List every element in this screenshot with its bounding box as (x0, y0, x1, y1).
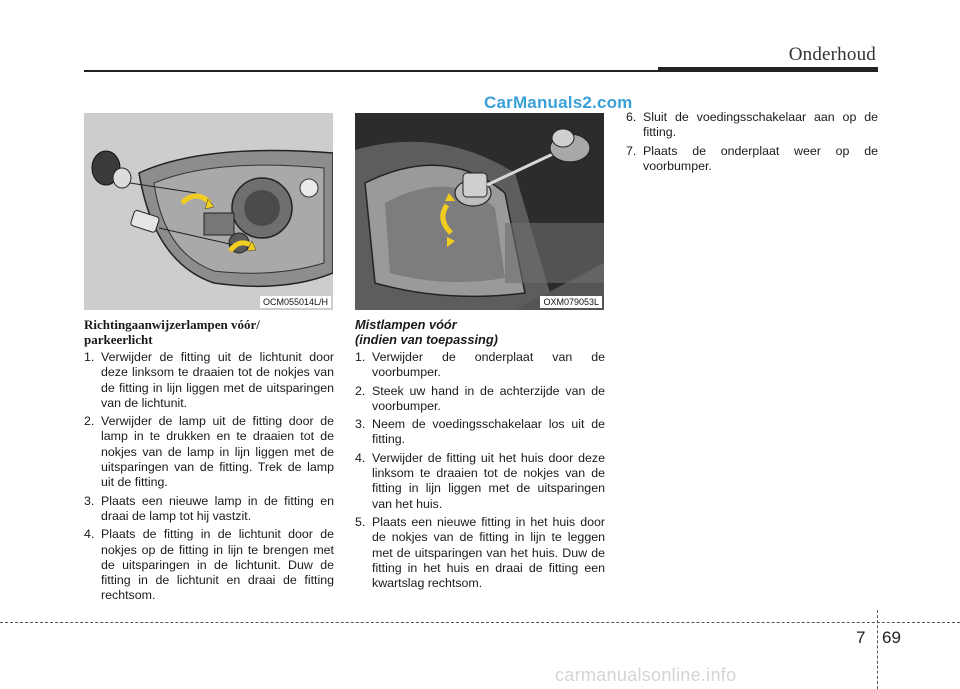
headlamp-illustration (84, 113, 333, 310)
list-item (355, 515, 605, 591)
column-headlamp-instructions (84, 317, 334, 607)
step-number: 7. (626, 143, 637, 158)
subheading-line: Richtingaanwijzerlampen vóór/ (84, 317, 260, 332)
list-item (84, 414, 334, 490)
fog-lamp-illustration (355, 113, 604, 310)
step-number: 6. (626, 110, 637, 124)
step-text: Sluit de voedingsschakelaar aan op de fitting. (643, 110, 878, 140)
subheading-turn-signal (84, 317, 334, 347)
subheading-line: (indien van toepassing) (355, 332, 498, 347)
section-title: Onderhoud (788, 44, 876, 65)
footer-divider (877, 610, 878, 689)
list-item (84, 350, 334, 411)
figure-code: OXM079053L (540, 296, 602, 308)
step-text: Neem de voedingsschakelaar los uit de fitting. (372, 417, 605, 447)
step-text: Verwijder de fitting uit het huis door deze linksom te draaien tot de nokjes van de fitting in lijn liggen met de uitsparingen van het huis. (372, 450, 605, 511)
figure-fog-lamp (355, 113, 604, 310)
list-item (355, 451, 605, 512)
header-rule (84, 70, 664, 72)
subheading-line: Mistlampen vóór (355, 317, 457, 332)
step-number: 5. (355, 514, 366, 529)
subheading-fog-lamp (355, 317, 605, 347)
list-item (355, 417, 605, 448)
column-continued-instructions (626, 110, 878, 177)
step-number: 4. (84, 527, 95, 542)
step-text: Verwijder de fitting uit de lichtunit door deze linksom te draaien tot de nokjes van de fitting in lijn liggen met de uitsparingen van de lichtunit. (101, 350, 334, 410)
page-number: 69 (882, 628, 901, 647)
figure-headlamp-bulbs (84, 113, 333, 310)
step-number: 1. (355, 350, 366, 364)
chapter-number: 7 (856, 628, 866, 647)
step-number: 3. (84, 493, 95, 508)
list-item (84, 494, 334, 525)
step-text: Verwijder de lamp uit de fitting door de lamp in te drukken en te draaien tot de nokjes van de lamp in lijn liggen met de uitsparingen van de fitting. Trek de lamp uit de fitting. (101, 414, 334, 490)
step-text: Plaats een nieuwe fitting in het huis door de nokjes van de fitting in lijn te leggen met de uitsparingen van het huis. Duw de fitting in het huis en draai de fitting een kwartslag rechtsom. (372, 514, 605, 591)
list-item (355, 384, 605, 415)
subheading-line: parkeerlicht (84, 332, 153, 347)
instruction-list (626, 110, 878, 174)
instruction-list (355, 350, 605, 591)
list-item (626, 144, 878, 175)
list-item (626, 110, 878, 141)
figure-code: OCM055014L/H (260, 296, 331, 308)
step-number: 3. (355, 417, 366, 432)
header-rule-thick (658, 67, 878, 72)
column-fog-lamp-instructions (355, 317, 605, 594)
step-text: Steek uw hand in de achterzijde van de voorbumper. (372, 383, 605, 413)
instruction-list (84, 350, 334, 604)
step-number: 4. (355, 450, 366, 465)
step-text: Plaats de fitting in de lichtunit door de nokjes op de fitting in lijn te brengen met de uitsparingen in de lichtunit. Duw de fitting in de lichtunit en draai de fitting rechtsom. (101, 527, 334, 603)
step-number: 1. (84, 350, 95, 364)
step-number: 2. (84, 414, 95, 429)
step-text: Plaats een nieuwe lamp in de fitting en draai de lamp tot hij vastzit. (101, 493, 334, 523)
list-item (355, 350, 605, 381)
step-number: 2. (355, 383, 366, 398)
step-text: Verwijder de onderplaat van de voorbumper. (372, 350, 605, 380)
list-item (84, 527, 334, 603)
footer-rule (0, 622, 960, 623)
footer-watermark[interactable]: carmanualsonline.info (555, 665, 737, 685)
step-text: Plaats de onderplaat weer op de voorbumper. (643, 143, 878, 173)
site-watermark[interactable]: CarManuals2.com (484, 93, 633, 112)
